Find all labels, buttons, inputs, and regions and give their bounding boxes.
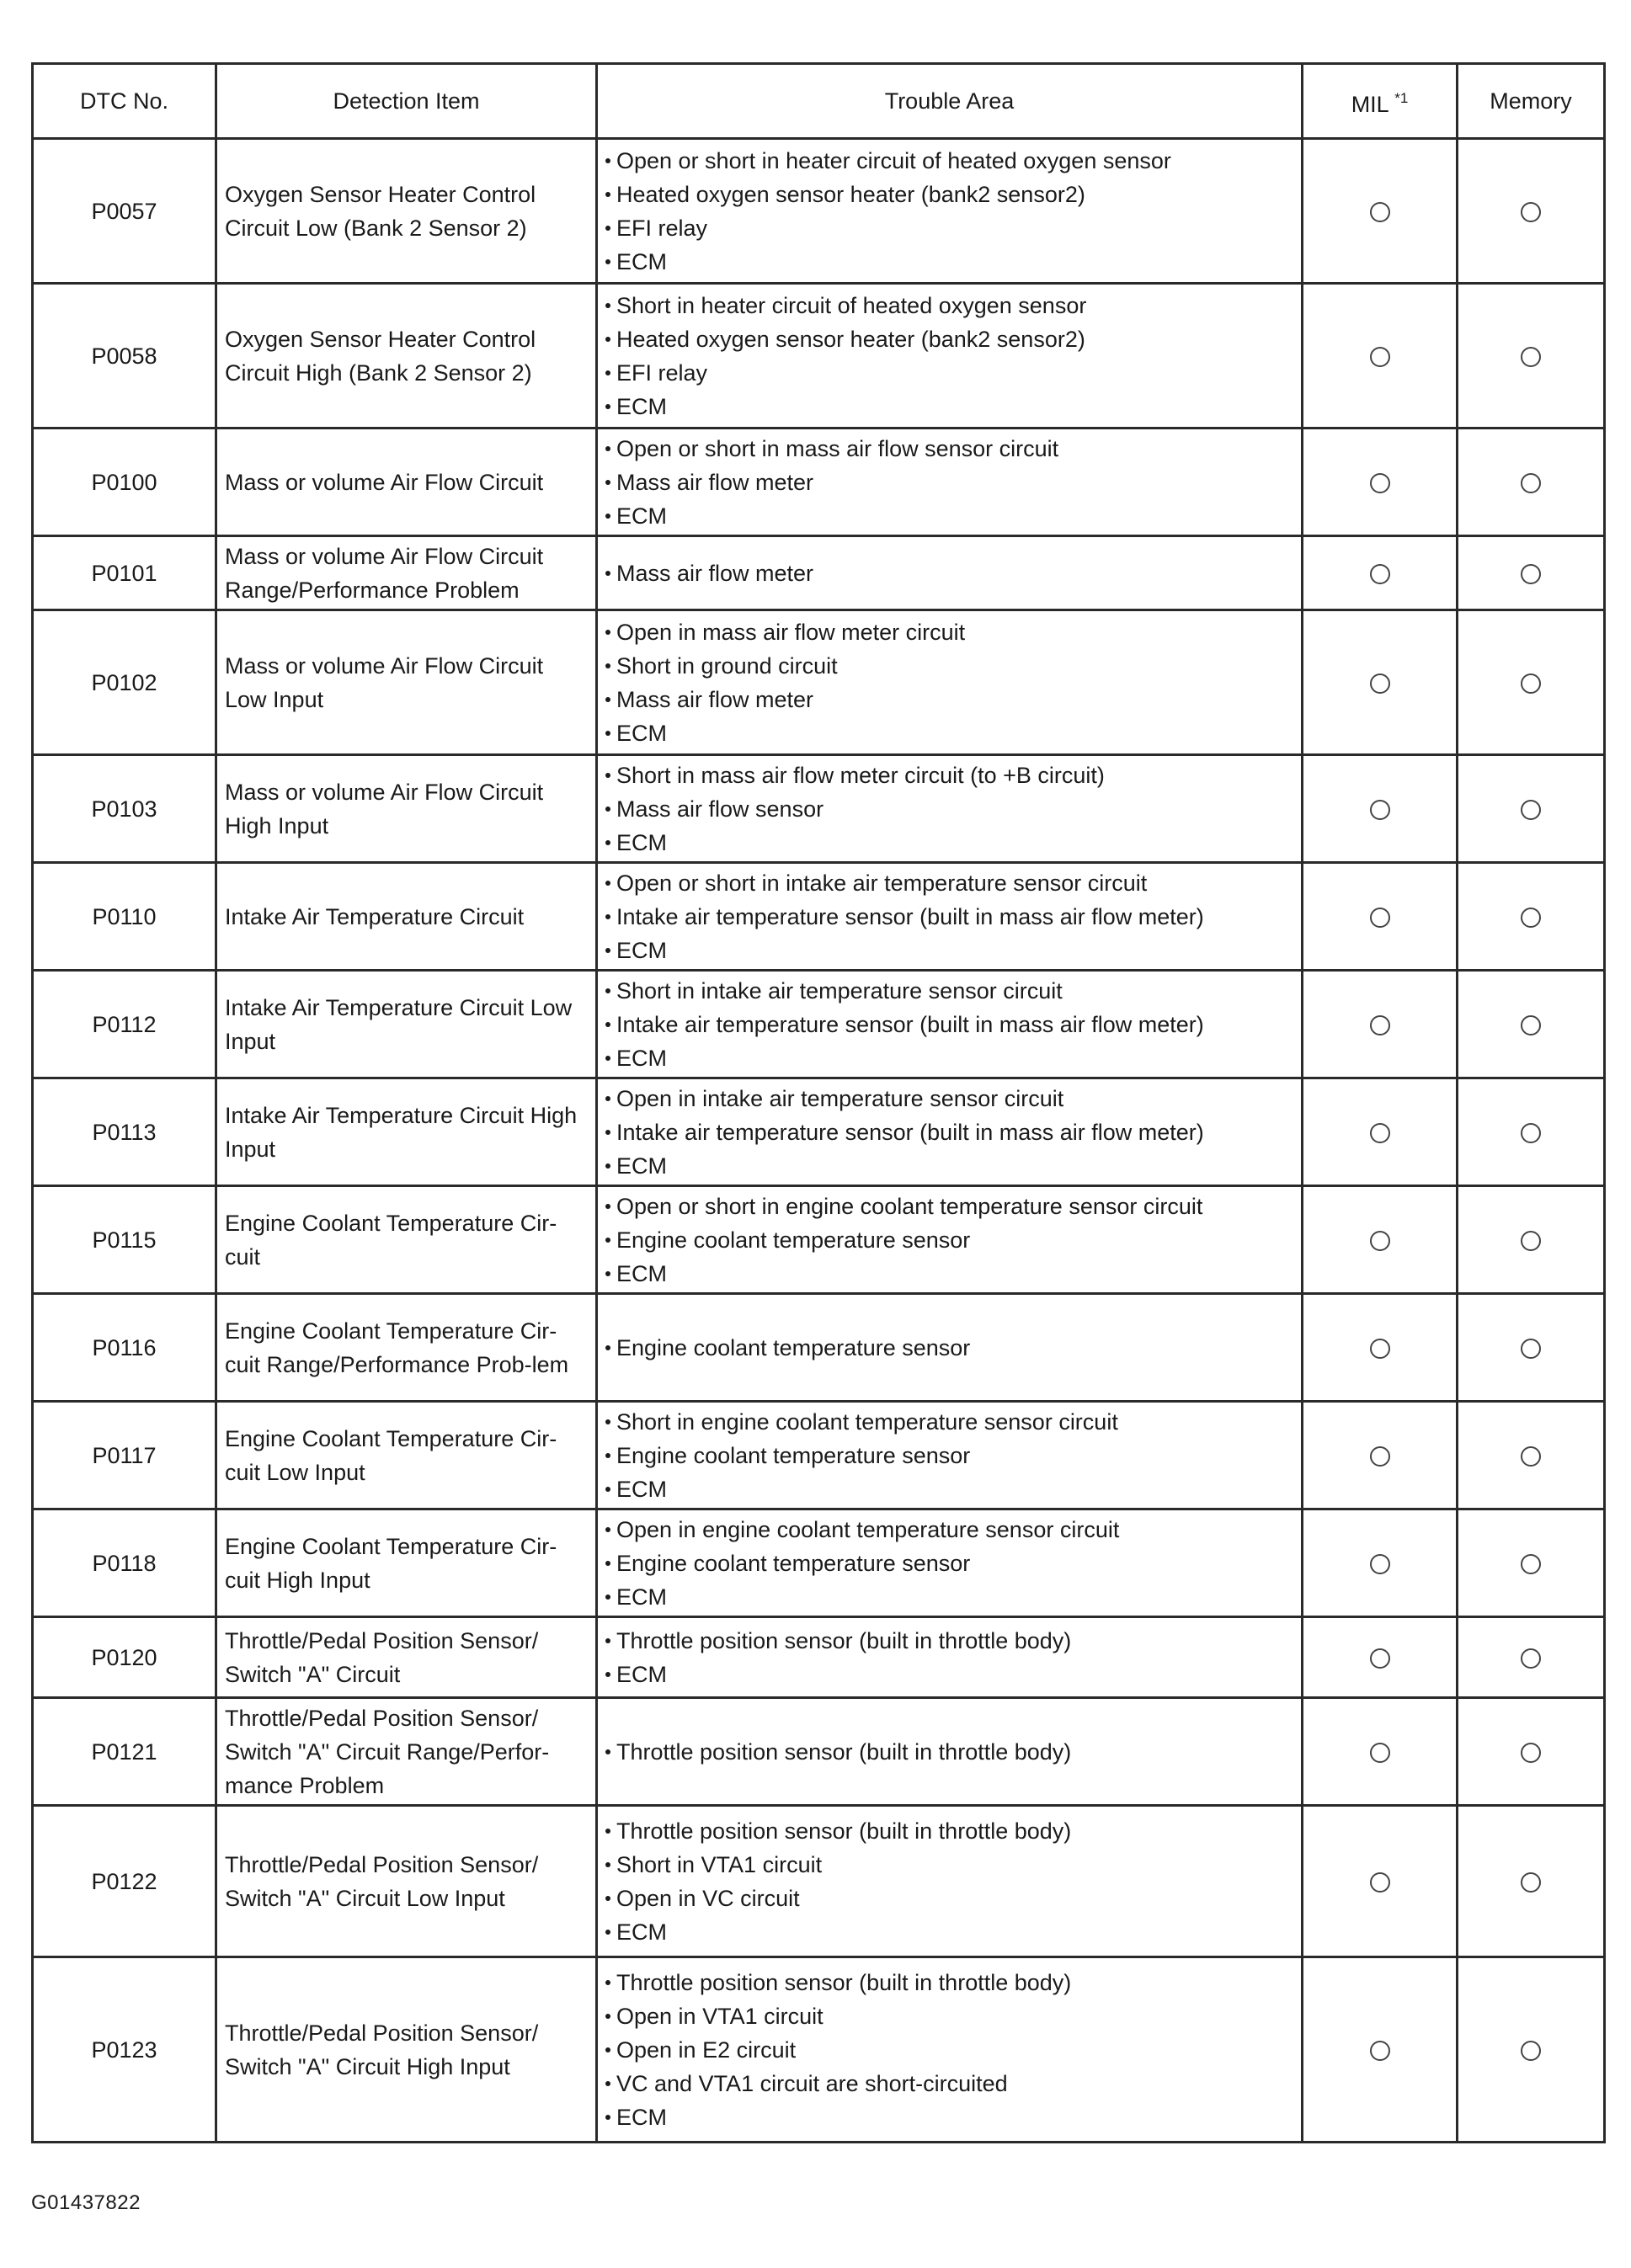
trouble-area xyxy=(597,1402,1303,1509)
circle-mark-icon xyxy=(1370,1339,1390,1359)
dtc-table-body xyxy=(33,139,1605,2143)
dtc-code: P0112 xyxy=(33,971,216,1078)
mil-cell xyxy=(1303,863,1458,971)
trouble-area-item: ECM xyxy=(605,1580,1293,1614)
trouble-area-list xyxy=(605,144,1293,279)
trouble-area-item: Intake air temperature sensor (built in mass air flow meter) xyxy=(605,900,1293,934)
trouble-area-item: Throttle position sensor (built in throttle body) xyxy=(605,1814,1293,1848)
trouble-area xyxy=(597,1186,1303,1294)
detection-item: Throttle/Pedal Position Sensor/ Switch "A" Circuit xyxy=(216,1617,597,1698)
trouble-area-list xyxy=(605,866,1293,967)
mil-cell xyxy=(1303,1698,1458,1806)
trouble-area-item: ECM xyxy=(605,2100,1293,2134)
trouble-area-item: Intake air temperature sensor (built in mass air flow meter) xyxy=(605,1115,1293,1149)
trouble-area-list xyxy=(605,1966,1293,2134)
memory-cell xyxy=(1458,610,1605,755)
detection-item: Engine Coolant Temperature Cir-cuit xyxy=(216,1186,597,1294)
trouble-area-item: ECM xyxy=(605,1041,1293,1075)
memory-cell xyxy=(1458,284,1605,429)
header-dtc-no: DTC No. xyxy=(33,64,216,139)
trouble-area-list xyxy=(605,974,1293,1075)
trouble-area xyxy=(597,1806,1303,1957)
mil-cell xyxy=(1303,1078,1458,1186)
trouble-area-item: Open or short in heater circuit of heated oxygen sensor xyxy=(605,144,1293,178)
figure-id: G01437822 xyxy=(31,2191,141,2214)
memory-cell xyxy=(1458,139,1605,284)
circle-mark-icon xyxy=(1370,1446,1390,1467)
header-mil-note: *1 xyxy=(1394,89,1409,106)
trouble-area xyxy=(597,429,1303,536)
mil-cell xyxy=(1303,610,1458,755)
detection-item: Mass or volume Air Flow Circuit xyxy=(216,429,597,536)
circle-mark-icon xyxy=(1521,1231,1541,1251)
mil-cell xyxy=(1303,429,1458,536)
dtc-code: P0057 xyxy=(33,139,216,284)
trouble-area-item: EFI relay xyxy=(605,211,1293,245)
detection-item: Intake Air Temperature Circuit xyxy=(216,863,597,971)
trouble-area-item: Mass air flow meter xyxy=(605,556,1293,590)
circle-mark-icon xyxy=(1370,1554,1390,1574)
mil-cell xyxy=(1303,1402,1458,1509)
trouble-area-item: ECM xyxy=(605,934,1293,967)
mil-cell xyxy=(1303,1806,1458,1957)
trouble-area-item: Engine coolant temperature sensor xyxy=(605,1547,1293,1580)
trouble-area-item: ECM xyxy=(605,1257,1293,1291)
memory-cell xyxy=(1458,971,1605,1078)
memory-cell xyxy=(1458,1957,1605,2143)
memory-cell xyxy=(1458,1186,1605,1294)
detection-item: Engine Coolant Temperature Cir-cuit Range/Performance Prob-lem xyxy=(216,1294,597,1402)
mil-cell xyxy=(1303,1957,1458,2143)
header-mil-label: MIL xyxy=(1351,91,1388,117)
memory-cell xyxy=(1458,1402,1605,1509)
circle-mark-icon xyxy=(1370,800,1390,820)
table-row xyxy=(33,1186,1605,1294)
trouble-area-item: Throttle position sensor (built in throttle body) xyxy=(605,1624,1293,1658)
dtc-code: P0116 xyxy=(33,1294,216,1402)
circle-mark-icon xyxy=(1370,1648,1390,1669)
dtc-code: P0117 xyxy=(33,1402,216,1509)
circle-mark-icon xyxy=(1521,673,1541,694)
circle-mark-icon xyxy=(1370,673,1390,694)
table-row xyxy=(33,139,1605,284)
trouble-area-list xyxy=(605,1190,1293,1291)
mil-cell xyxy=(1303,284,1458,429)
trouble-area-item: VC and VTA1 circuit are short-circuited xyxy=(605,2067,1293,2100)
dtc-code: P0110 xyxy=(33,863,216,971)
trouble-area-item: Mass air flow meter xyxy=(605,683,1293,716)
trouble-area xyxy=(597,1957,1303,2143)
memory-cell xyxy=(1458,1617,1605,1698)
table-row xyxy=(33,429,1605,536)
memory-cell xyxy=(1458,755,1605,863)
circle-mark-icon xyxy=(1521,1743,1541,1763)
trouble-area-item: Mass air flow meter xyxy=(605,466,1293,499)
circle-mark-icon xyxy=(1521,908,1541,928)
circle-mark-icon xyxy=(1521,2041,1541,2061)
trouble-area-item: Heated oxygen sensor heater (bank2 sensor2) xyxy=(605,178,1293,211)
dtc-code: P0118 xyxy=(33,1509,216,1617)
trouble-area-item: Open or short in intake air temperature sensor circuit xyxy=(605,866,1293,900)
trouble-area-item: Engine coolant temperature sensor xyxy=(605,1331,1293,1365)
trouble-area xyxy=(597,1698,1303,1806)
circle-mark-icon xyxy=(1370,347,1390,367)
detection-item: Intake Air Temperature Circuit High Input xyxy=(216,1078,597,1186)
trouble-area-item: Intake air temperature sensor (built in mass air flow meter) xyxy=(605,1008,1293,1041)
trouble-area-item: Open or short in engine coolant temperature sensor circuit xyxy=(605,1190,1293,1223)
dtc-code: P0115 xyxy=(33,1186,216,1294)
trouble-area-list xyxy=(605,556,1293,590)
trouble-area xyxy=(597,536,1303,610)
trouble-area xyxy=(597,1294,1303,1402)
detection-item: Throttle/Pedal Position Sensor/ Switch "A" Circuit Low Input xyxy=(216,1806,597,1957)
header-mil xyxy=(1303,64,1458,139)
trouble-area-item: Short in VTA1 circuit xyxy=(605,1848,1293,1882)
mil-cell xyxy=(1303,1294,1458,1402)
circle-mark-icon xyxy=(1521,1339,1541,1359)
trouble-area-list xyxy=(605,1624,1293,1691)
circle-mark-icon xyxy=(1521,1872,1541,1893)
trouble-area-list xyxy=(605,1513,1293,1614)
trouble-area-list xyxy=(605,432,1293,533)
trouble-area-item: Heated oxygen sensor heater (bank2 sensor2) xyxy=(605,322,1293,356)
circle-mark-icon xyxy=(1521,800,1541,820)
circle-mark-icon xyxy=(1370,1123,1390,1143)
trouble-area-item: ECM xyxy=(605,390,1293,423)
circle-mark-icon xyxy=(1370,202,1390,222)
circle-mark-icon xyxy=(1370,1872,1390,1893)
dtc-code: P0058 xyxy=(33,284,216,429)
mil-cell xyxy=(1303,1617,1458,1698)
circle-mark-icon xyxy=(1521,473,1541,493)
table-row xyxy=(33,1294,1605,1402)
memory-cell xyxy=(1458,1698,1605,1806)
dtc-code: P0103 xyxy=(33,755,216,863)
memory-cell xyxy=(1458,1806,1605,1957)
trouble-area-item: ECM xyxy=(605,1658,1293,1691)
dtc-code: P0100 xyxy=(33,429,216,536)
mil-cell xyxy=(1303,1186,1458,1294)
detection-item: Mass or volume Air Flow Circuit Low Input xyxy=(216,610,597,755)
trouble-area-item: ECM xyxy=(605,1149,1293,1183)
dtc-code: P0123 xyxy=(33,1957,216,2143)
trouble-area xyxy=(597,139,1303,284)
mil-cell xyxy=(1303,1509,1458,1617)
circle-mark-icon xyxy=(1521,347,1541,367)
trouble-area-item: Mass air flow sensor xyxy=(605,792,1293,826)
detection-item: Oxygen Sensor Heater Control Circuit High (Bank 2 Sensor 2) xyxy=(216,284,597,429)
trouble-area xyxy=(597,284,1303,429)
circle-mark-icon xyxy=(1370,1015,1390,1036)
trouble-area xyxy=(597,1078,1303,1186)
memory-cell xyxy=(1458,429,1605,536)
circle-mark-icon xyxy=(1521,1015,1541,1036)
header-row xyxy=(33,64,1605,139)
table-row xyxy=(33,755,1605,863)
memory-cell xyxy=(1458,1078,1605,1186)
trouble-area-item: Short in engine coolant temperature sensor circuit xyxy=(605,1405,1293,1439)
trouble-area-item: Open in VTA1 circuit xyxy=(605,1999,1293,2033)
header-trouble-area: Trouble Area xyxy=(597,64,1303,139)
circle-mark-icon xyxy=(1370,564,1390,584)
detection-item: Engine Coolant Temperature Cir-cuit High Input xyxy=(216,1509,597,1617)
dtc-code: P0113 xyxy=(33,1078,216,1186)
trouble-area-item: ECM xyxy=(605,1472,1293,1506)
detection-item: Throttle/Pedal Position Sensor/ Switch "A" Circuit Range/Perfor-mance Problem xyxy=(216,1698,597,1806)
table-row xyxy=(33,863,1605,971)
table-row xyxy=(33,610,1605,755)
detection-item: Engine Coolant Temperature Cir-cuit Low Input xyxy=(216,1402,597,1509)
table-row xyxy=(33,1698,1605,1806)
trouble-area-item: ECM xyxy=(605,826,1293,860)
table-row xyxy=(33,1957,1605,2143)
trouble-area-item: Throttle position sensor (built in throttle body) xyxy=(605,1966,1293,1999)
memory-cell xyxy=(1458,1294,1605,1402)
trouble-area-item: Open in E2 circuit xyxy=(605,2033,1293,2067)
trouble-area-item: Short in mass air flow meter circuit (to +B circuit) xyxy=(605,759,1293,792)
dtc-code: P0122 xyxy=(33,1806,216,1957)
mil-cell xyxy=(1303,536,1458,610)
table-row xyxy=(33,1509,1605,1617)
table-row xyxy=(33,1806,1605,1957)
circle-mark-icon xyxy=(1521,1446,1541,1467)
circle-mark-icon xyxy=(1370,1743,1390,1763)
table-row xyxy=(33,1078,1605,1186)
trouble-area-list xyxy=(605,1735,1293,1769)
circle-mark-icon xyxy=(1521,564,1541,584)
circle-mark-icon xyxy=(1521,1554,1541,1574)
dtc-table xyxy=(31,62,1606,2143)
detection-item: Mass or volume Air Flow Circuit Range/Performance Problem xyxy=(216,536,597,610)
header-memory: Memory xyxy=(1458,64,1605,139)
trouble-area-item: Short in heater circuit of heated oxygen sensor xyxy=(605,289,1293,322)
trouble-area-list xyxy=(605,289,1293,423)
trouble-area-list xyxy=(605,1082,1293,1183)
trouble-area xyxy=(597,610,1303,755)
circle-mark-icon xyxy=(1370,1231,1390,1251)
trouble-area-item: ECM xyxy=(605,499,1293,533)
mil-cell xyxy=(1303,139,1458,284)
detection-item: Throttle/Pedal Position Sensor/ Switch "A" Circuit High Input xyxy=(216,1957,597,2143)
trouble-area-item: Open in engine coolant temperature sensor circuit xyxy=(605,1513,1293,1547)
trouble-area-list xyxy=(605,1331,1293,1365)
trouble-area xyxy=(597,863,1303,971)
dtc-code: P0101 xyxy=(33,536,216,610)
trouble-area xyxy=(597,1617,1303,1698)
trouble-area-item: EFI relay xyxy=(605,356,1293,390)
trouble-area-list xyxy=(605,1405,1293,1506)
trouble-area-item: Open in VC circuit xyxy=(605,1882,1293,1915)
trouble-area xyxy=(597,971,1303,1078)
circle-mark-icon xyxy=(1370,2041,1390,2061)
detection-item: Mass or volume Air Flow Circuit High Input xyxy=(216,755,597,863)
circle-mark-icon xyxy=(1370,473,1390,493)
trouble-area-item: Engine coolant temperature sensor xyxy=(605,1439,1293,1472)
dtc-code: P0121 xyxy=(33,1698,216,1806)
memory-cell xyxy=(1458,536,1605,610)
dtc-code: P0102 xyxy=(33,610,216,755)
trouble-area-item: ECM xyxy=(605,716,1293,750)
trouble-area-item: Engine coolant temperature sensor xyxy=(605,1223,1293,1257)
table-row xyxy=(33,1617,1605,1698)
circle-mark-icon xyxy=(1521,1648,1541,1669)
circle-mark-icon xyxy=(1521,202,1541,222)
trouble-area xyxy=(597,755,1303,863)
memory-cell xyxy=(1458,863,1605,971)
trouble-area-list xyxy=(605,615,1293,750)
trouble-area-item: ECM xyxy=(605,1915,1293,1949)
table-row xyxy=(33,971,1605,1078)
mil-cell xyxy=(1303,971,1458,1078)
trouble-area-item: Open in intake air temperature sensor circuit xyxy=(605,1082,1293,1115)
table-row xyxy=(33,536,1605,610)
trouble-area-item: Short in intake air temperature sensor circuit xyxy=(605,974,1293,1008)
trouble-area-item: ECM xyxy=(605,245,1293,279)
memory-cell xyxy=(1458,1509,1605,1617)
header-detection-item: Detection Item xyxy=(216,64,597,139)
trouble-area-item: Open in mass air flow meter circuit xyxy=(605,615,1293,649)
trouble-area-item: Throttle position sensor (built in throttle body) xyxy=(605,1735,1293,1769)
trouble-area-item: Short in ground circuit xyxy=(605,649,1293,683)
circle-mark-icon xyxy=(1370,908,1390,928)
dtc-code: P0120 xyxy=(33,1617,216,1698)
trouble-area-list xyxy=(605,759,1293,860)
mil-cell xyxy=(1303,755,1458,863)
table-row xyxy=(33,284,1605,429)
detection-item: Intake Air Temperature Circuit Low Input xyxy=(216,971,597,1078)
table-row xyxy=(33,1402,1605,1509)
trouble-area xyxy=(597,1509,1303,1617)
circle-mark-icon xyxy=(1521,1123,1541,1143)
detection-item: Oxygen Sensor Heater Control Circuit Low (Bank 2 Sensor 2) xyxy=(216,139,597,284)
trouble-area-list xyxy=(605,1814,1293,1949)
trouble-area-item: Open or short in mass air flow sensor circuit xyxy=(605,432,1293,466)
